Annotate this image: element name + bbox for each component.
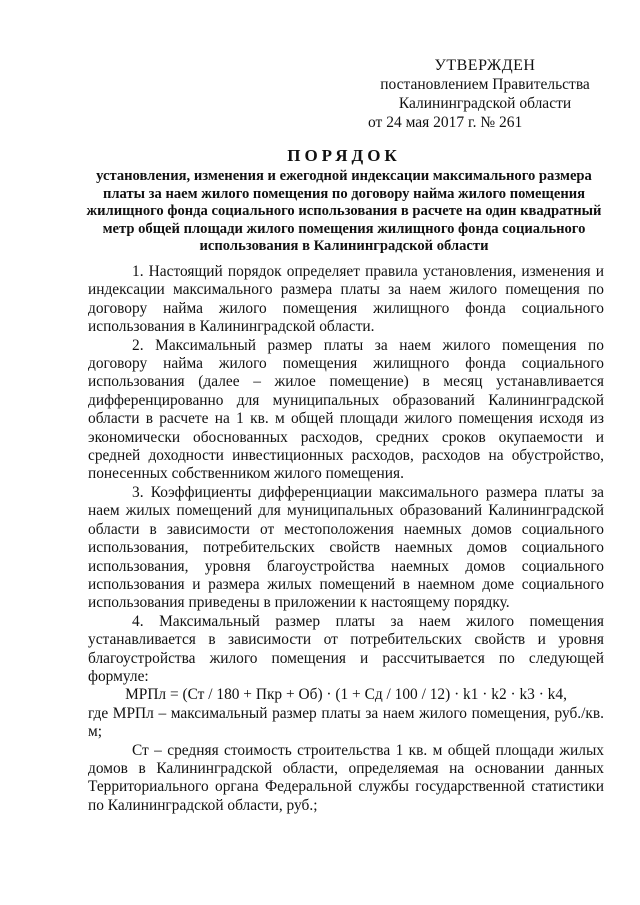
document-body [88,263,604,815]
document-title: ПОРЯДОК [287,146,401,165]
document-title-block [84,146,604,256]
approval-line-2: Калининградской области [398,95,572,112]
formula: МРПл = (Ст / 180 + Пкр + Об) · (1 + Сд / 100 / 12) · k1 · k2 · k3 · k4, [125,686,567,704]
approval-heading: УТВЕРЖДЕН [434,57,536,74]
paragraph-2: 2. Максимальный размер платы за наем жилого помещения по договору найма жилого помещения жилищного фонда социального использования (далее – жилое помещение) в месяц устанавливается дифференцированно для муниципальных образований Калининградской области в расчете на 1 кв. м общей площади жилого помещения исходя из экономически обоснованных расходов, средних сроков окупаемости и средней доходности инвестиционных расходов, расходов на обустройство, понесенных собственником жилого помещения. [88,336,604,483]
approval-line-1: постановлением Правительства [380,76,590,93]
paragraph-3: 3. Коэффициенты дифференциации максимального размера платы за наем жилых помещений для муниципальных образований Калининградской области в зависимости от местоположения наемных домов социального использования, потребительских свойств наемных домов социального использования, уровня благоустройства наемных домов социального использования и размера жилых помещений в наемном доме социального использования приведены в приложении к настоящему порядку. [88,483,604,612]
paragraph-1: 1. Настоящий порядок определяет правила установления, изменения и индексации максимального размера платы за наем жилого помещения по договору найма жилого помещения жилищного фонда социального использования в Калининградской области. [88,263,604,336]
paragraph-st: Ст – средняя стоимость строительства 1 кв. м общей площади жилых домов в Калининградской области, определяемая на основании данных Территориального органа Федеральной службы государственной статистики по Калининградской области, руб.; [88,741,604,814]
document-subtitle: установления, изменения и ежегодной индексации максимального размера платы за наем жилого помещения по договору найма жилого помещения жилищного фонда социального использования в расчете на один квадратный метр общей площади жилого помещения жилищного фонда социального использования в Калининградской области [86,168,602,254]
approval-date-number: от 24 мая 2017 г. № 261 [368,114,523,131]
approval-stamp [360,56,610,132]
paragraph-where: где МРПл – максимальный размер платы за наем жилого помещения, руб./кв. м; [88,704,604,741]
paragraph-4: 4. Максимальный размер платы за наем жилого помещения устанавливается в зависимости от потребительских свойств и уровня благоустройства жилого помещения и рассчитывается по следующей формуле: [88,612,604,685]
